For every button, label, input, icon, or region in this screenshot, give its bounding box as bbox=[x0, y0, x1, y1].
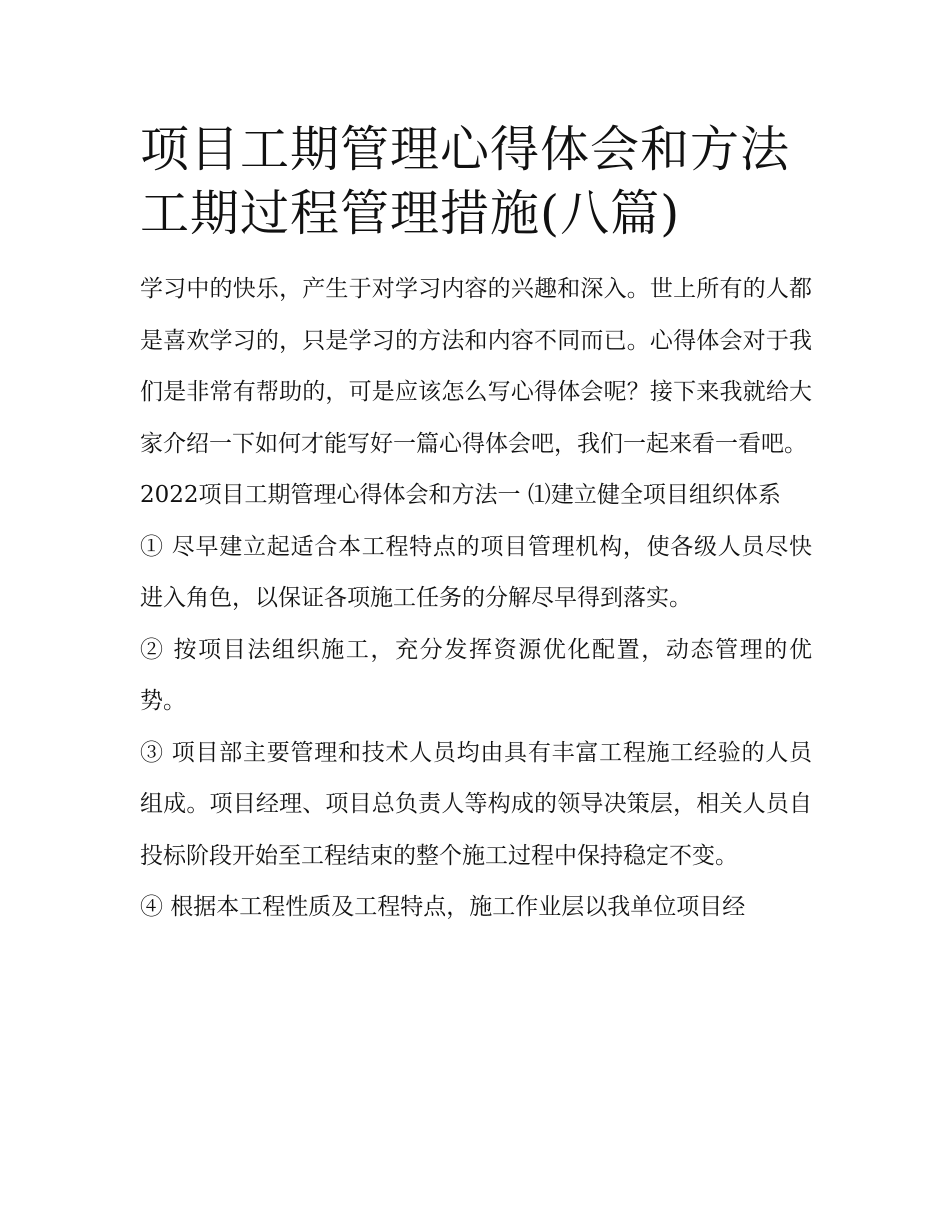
list-item-4: ④ 根据本工程性质及工程特点，施工作业层以我单位项目经 bbox=[140, 894, 746, 920]
section-heading-paragraph: 2022项目工期管理心得体会和方法一 ⑴建立健全项目组织体系 bbox=[140, 482, 781, 508]
intro-paragraph: 学习中的快乐，产生于对学习内容的兴趣和深入。世上所有的人都是喜欢学习的，只是学习的方法和内容不同而已。心得体会对于我们是非常有帮助的，可是应该怎么写心得体会呢？接下来我就给大家介绍一下如何才能写好一篇心得体会吧，我们一起来看一看吧。 bbox=[140, 276, 812, 457]
document-title bbox=[140, 118, 812, 246]
title-line-2: 工期过程管理措施(八篇) bbox=[140, 185, 681, 242]
document-body bbox=[140, 118, 812, 934]
list-item-1: ① 尽早建立起适合本工程特点的项目管理机构，使各级人员尽快进入角色，以保证各项施工任务的分解尽早得到落实。 bbox=[140, 533, 812, 611]
list-item-2: ② 按项目法组织施工，充分发挥资源优化配置，动态管理的优势。 bbox=[140, 636, 812, 714]
title-line-1: 项目工期管理心得体会和方法 bbox=[140, 121, 791, 178]
list-item-3: ③ 项目部主要管理和技术人员均由具有丰富工程施工经验的人员组成。项目经理、项目总负责人等构成的领导决策层，相关人员自投标阶段开始至工程结束的整个施工过程中保持稳定不变。 bbox=[140, 739, 812, 869]
